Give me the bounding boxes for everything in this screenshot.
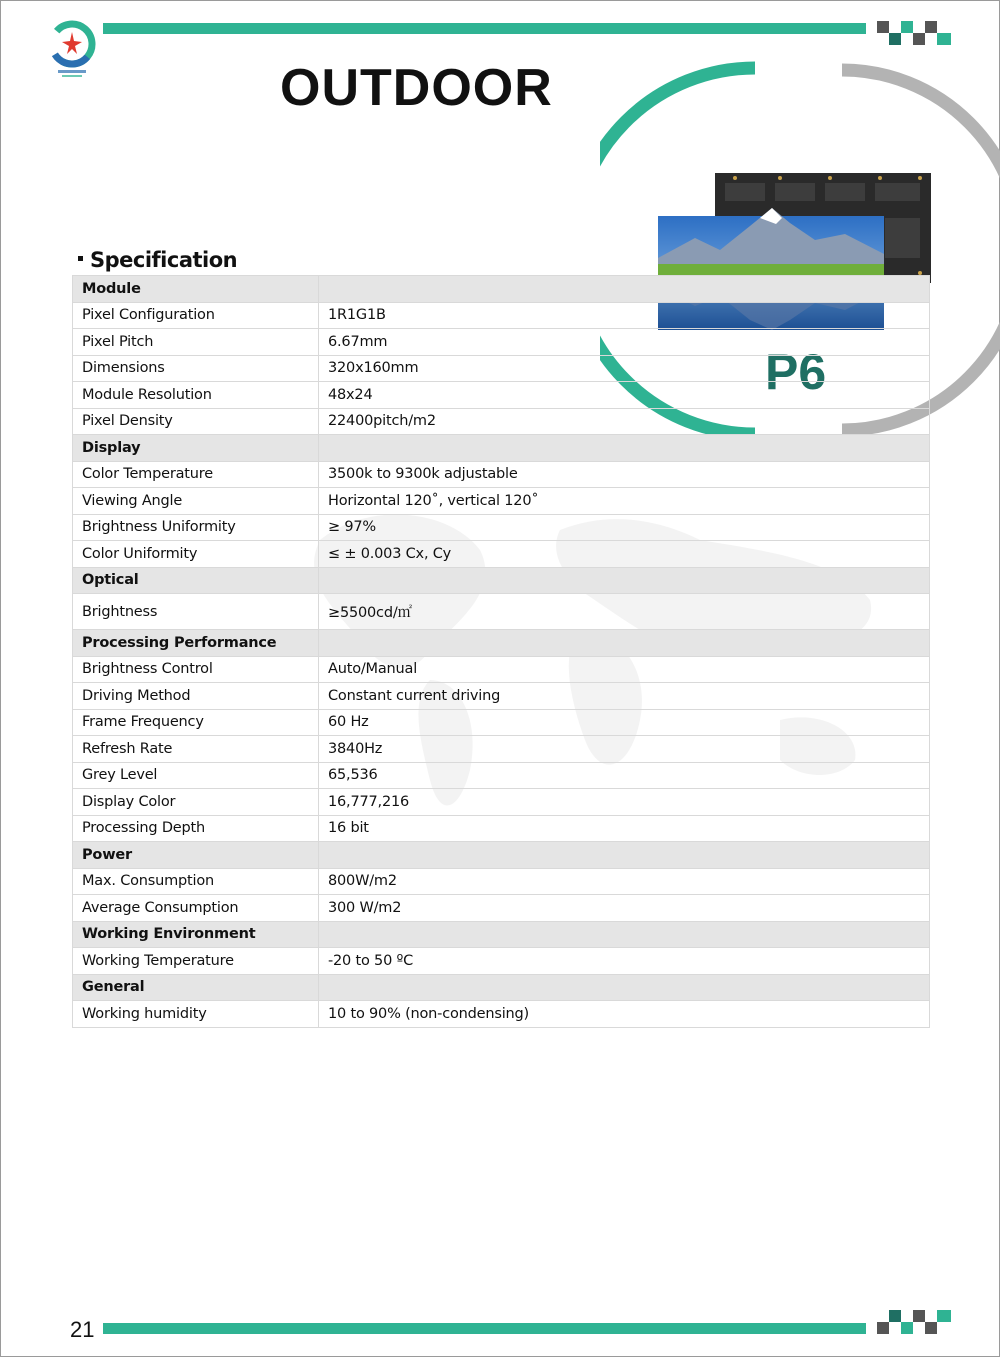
spec-row — [73, 382, 930, 409]
spec-row — [73, 355, 930, 382]
spec-label: Viewing Angle — [73, 488, 319, 515]
group-row-general — [73, 974, 930, 1001]
spec-label: Working humidity — [73, 1001, 319, 1028]
spec-label: Grey Level — [73, 762, 319, 789]
page-number: 21 — [70, 1317, 95, 1342]
checker-decoration-icon — [877, 1310, 953, 1334]
spec-label: Frame Frequency — [73, 709, 319, 736]
spec-value: 800W/m2 — [319, 868, 930, 895]
spec-row — [73, 736, 930, 763]
model-badge: P6 — [765, 344, 827, 400]
group-heading: Display — [73, 435, 319, 462]
footer-accent-bar — [103, 1323, 866, 1334]
group-heading: Module — [73, 276, 319, 303]
spec-label: Pixel Pitch — [73, 329, 319, 356]
spec-label: Color Temperature — [73, 461, 319, 488]
spec-row — [73, 514, 930, 541]
group-heading-blank — [319, 842, 930, 869]
spec-value: 300 W/m2 — [319, 895, 930, 922]
spec-row — [73, 762, 930, 789]
spec-value: 6.67mm — [319, 329, 930, 356]
spec-label: Brightness Uniformity — [73, 514, 319, 541]
group-row-display — [73, 435, 930, 462]
checker-decoration-icon — [877, 21, 953, 45]
spec-value: 22400pitch/m2 — [319, 408, 930, 435]
group-heading: General — [73, 974, 319, 1001]
spec-label: Working Temperature — [73, 948, 319, 975]
group-heading: Working Environment — [73, 921, 319, 948]
group-heading-blank — [319, 630, 930, 657]
spec-label: Pixel Configuration — [73, 302, 319, 329]
spec-row — [73, 683, 930, 710]
spec-label: Average Consumption — [73, 895, 319, 922]
spec-value: 3840Hz — [319, 736, 930, 763]
spec-label: Driving Method — [73, 683, 319, 710]
spec-row — [73, 408, 930, 435]
header-accent-bar — [103, 23, 866, 34]
group-heading-blank — [319, 921, 930, 948]
page-title: OUTDOOR — [280, 59, 553, 117]
group-row-power — [73, 842, 930, 869]
spec-value: 60 Hz — [319, 709, 930, 736]
spec-row — [73, 948, 930, 975]
group-heading: Power — [73, 842, 319, 869]
group-row-optical — [73, 567, 930, 594]
specification-heading-text: Specification — [90, 248, 238, 272]
spec-label: Display Color — [73, 789, 319, 816]
spec-value: ≥ 97% — [319, 514, 930, 541]
spec-row — [73, 656, 930, 683]
spec-row — [73, 895, 930, 922]
group-heading-blank — [319, 567, 930, 594]
spec-value: ≥5500cd/㎡ — [319, 594, 930, 630]
spec-value: Auto/Manual — [319, 656, 930, 683]
spec-label: Dimensions — [73, 355, 319, 382]
spec-row — [73, 461, 930, 488]
specification-table — [72, 275, 930, 1028]
spec-value: 16 bit — [319, 815, 930, 842]
spec-row — [73, 868, 930, 895]
spec-label: Pixel Density — [73, 408, 319, 435]
group-heading: Processing Performance — [73, 630, 319, 657]
group-heading-blank — [319, 276, 930, 303]
spec-label: Brightness — [73, 594, 319, 630]
spec-label: Refresh Rate — [73, 736, 319, 763]
group-heading-blank — [319, 974, 930, 1001]
spec-value: 10 to 90% (non-condensing) — [319, 1001, 930, 1028]
spec-row — [73, 541, 930, 568]
spec-value: 320x160mm — [319, 355, 930, 382]
group-heading-blank — [319, 435, 930, 462]
spec-value: -20 to 50 ºC — [319, 948, 930, 975]
spec-row — [73, 594, 930, 630]
bullet-icon — [78, 256, 83, 261]
spec-value: 16,777,216 — [319, 789, 930, 816]
spec-label: Processing Depth — [73, 815, 319, 842]
group-row-environment — [73, 921, 930, 948]
spec-row — [73, 302, 930, 329]
spec-label: Brightness Control — [73, 656, 319, 683]
spec-label: Max. Consumption — [73, 868, 319, 895]
specification-heading — [78, 248, 237, 272]
spec-row — [73, 329, 930, 356]
group-row-processing — [73, 630, 930, 657]
spec-label: Color Uniformity — [73, 541, 319, 568]
spec-value: Constant current driving — [319, 683, 930, 710]
company-logo-icon — [46, 20, 98, 82]
spec-value: 48x24 — [319, 382, 930, 409]
spec-row — [73, 488, 930, 515]
group-row-module — [73, 276, 930, 303]
spec-row — [73, 815, 930, 842]
spec-label: Module Resolution — [73, 382, 319, 409]
spec-value: 1R1G1B — [319, 302, 930, 329]
spec-value: 65,536 — [319, 762, 930, 789]
spec-value: ≤ ± 0.003 Cx, Cy — [319, 541, 930, 568]
spec-value: 3500k to 9300k adjustable — [319, 461, 930, 488]
spec-value: Horizontal 120˚, vertical 120˚ — [319, 488, 930, 515]
group-heading: Optical — [73, 567, 319, 594]
spec-row — [73, 789, 930, 816]
spec-row — [73, 1001, 930, 1028]
spec-row — [73, 709, 930, 736]
